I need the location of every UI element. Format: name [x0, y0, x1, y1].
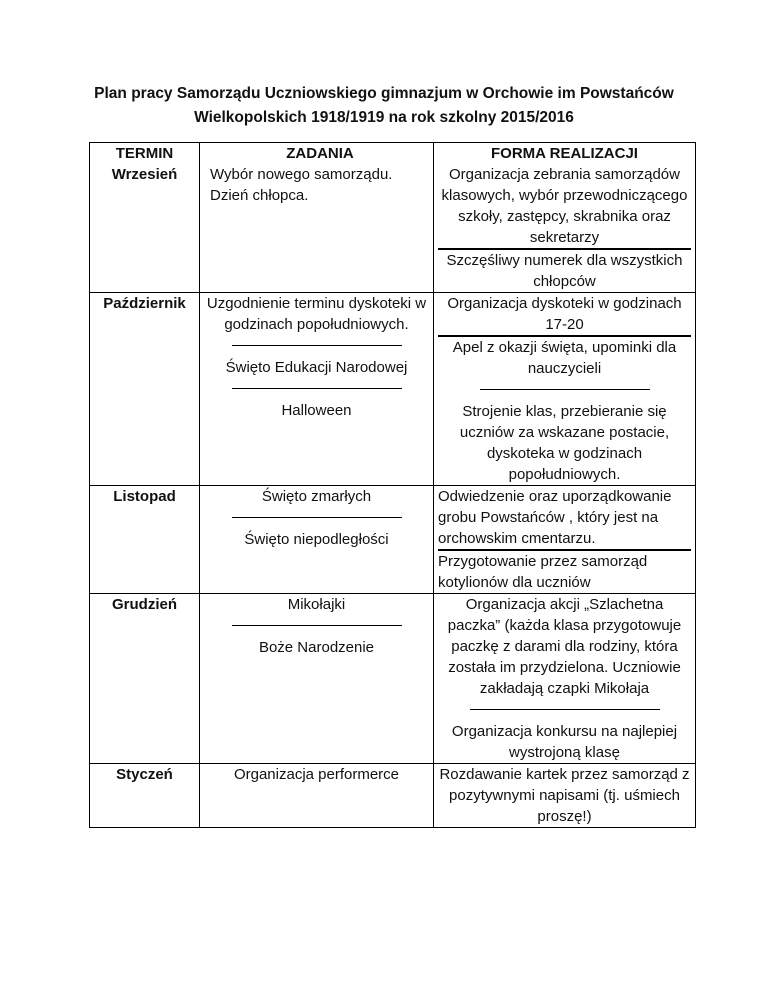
plan-table: [89, 142, 696, 828]
month-label: Październik: [103, 295, 186, 312]
table-row: [90, 143, 696, 293]
task-item: Organizacja performerce: [233, 766, 400, 783]
task-item: Święto niepodległości: [244, 531, 389, 548]
divider: [232, 615, 402, 626]
form-item: Organizacja akcji „Szlachetna paczka” (każda klasa przygotowuje paczkę z darami dla rodziny, która została im przydzielona. Uczniowie zakładają czapki Mikołaja: [447, 596, 682, 697]
header-forma: FORMA REALIZACJI: [491, 145, 638, 162]
row-december-month: [90, 594, 200, 764]
form-item: Apel z okazji święta, upominki dla nauczycieli: [452, 339, 677, 377]
task-item: Halloween: [281, 402, 352, 419]
form-item: Szczęśliwy numerek dla wszystkich chłopców: [446, 252, 683, 290]
task-item: Wybór nowego samorządu.: [210, 166, 393, 183]
task-item: Mikołajki: [287, 596, 346, 613]
row-september-tasks: [200, 143, 434, 293]
form-item: Przygotowanie przez samorząd kotylionów dla uczniów: [438, 553, 648, 591]
divider: [232, 378, 402, 389]
form-item: Organizacja zebrania samorządów klasowych, wybór przewodniczącego szkoły, zastępcy, skrabnika oraz sekretarzy: [441, 166, 688, 246]
month-label: Styczeń: [116, 766, 173, 783]
task-item: Święto Edukacji Narodowej: [225, 359, 408, 376]
table-row: [90, 764, 696, 828]
title-line-1: Plan pracy Samorządu Uczniowskiego gimnazjum w Orchowie im Powstańców: [94, 85, 674, 102]
row-october-tasks: [200, 293, 434, 486]
row-november-forms: [434, 486, 696, 594]
row-january-forms: [434, 764, 696, 828]
divider: [470, 699, 660, 710]
row-december-forms: [434, 594, 696, 764]
form-item: Organizacja dyskoteki w godzinach 17-20: [447, 295, 682, 333]
table-row: [90, 486, 696, 594]
row-november-month: [90, 486, 200, 594]
month-label: Wrzesień: [111, 166, 178, 183]
form-item: Rozdawanie kartek przez samorząd z pozytywnymi napisami (tj. uśmiech proszę!): [439, 766, 690, 825]
row-november-tasks: [200, 486, 434, 594]
form-item: Odwiedzenie oraz uporządkowanie grobu Powstańców , który jest na orchowskim cmentarzu.: [438, 488, 672, 547]
row-october-forms: [434, 293, 696, 486]
divider: [480, 379, 650, 390]
header-termin: TERMIN: [115, 145, 174, 162]
header-zadania: ZADANIA: [286, 145, 354, 162]
row-december-tasks: [200, 594, 434, 764]
divider: [232, 507, 402, 518]
row-october-month: [90, 293, 200, 486]
title-line-2: Wielkopolskich 1918/1919 na rok szkolny 2015/2016: [194, 109, 574, 126]
table-row: [90, 293, 696, 486]
task-item: Święto zmarłych: [261, 488, 372, 505]
month-label: Listopad: [113, 488, 176, 505]
month-label: Grudzień: [111, 596, 177, 613]
row-september-month: [90, 143, 200, 293]
divider: [232, 335, 402, 346]
task-item: Boże Narodzenie: [258, 639, 375, 656]
document-title: [60, 82, 708, 130]
table-row: [90, 594, 696, 764]
row-september-forms: [434, 143, 696, 293]
row-january-month: [90, 764, 200, 828]
form-item: Organizacja konkursu na najlepiej wystrojoną klasę: [451, 723, 678, 761]
form-item: Strojenie klas, przebieranie się uczniów za wskazane postacie, dyskoteka w godzinach popołudniowych.: [459, 403, 670, 483]
task-item: Dzień chłopca.: [210, 187, 309, 204]
task-item: Uzgodnienie terminu dyskoteki w godzinach popołudniowych.: [206, 295, 427, 333]
row-january-tasks: [200, 764, 434, 828]
